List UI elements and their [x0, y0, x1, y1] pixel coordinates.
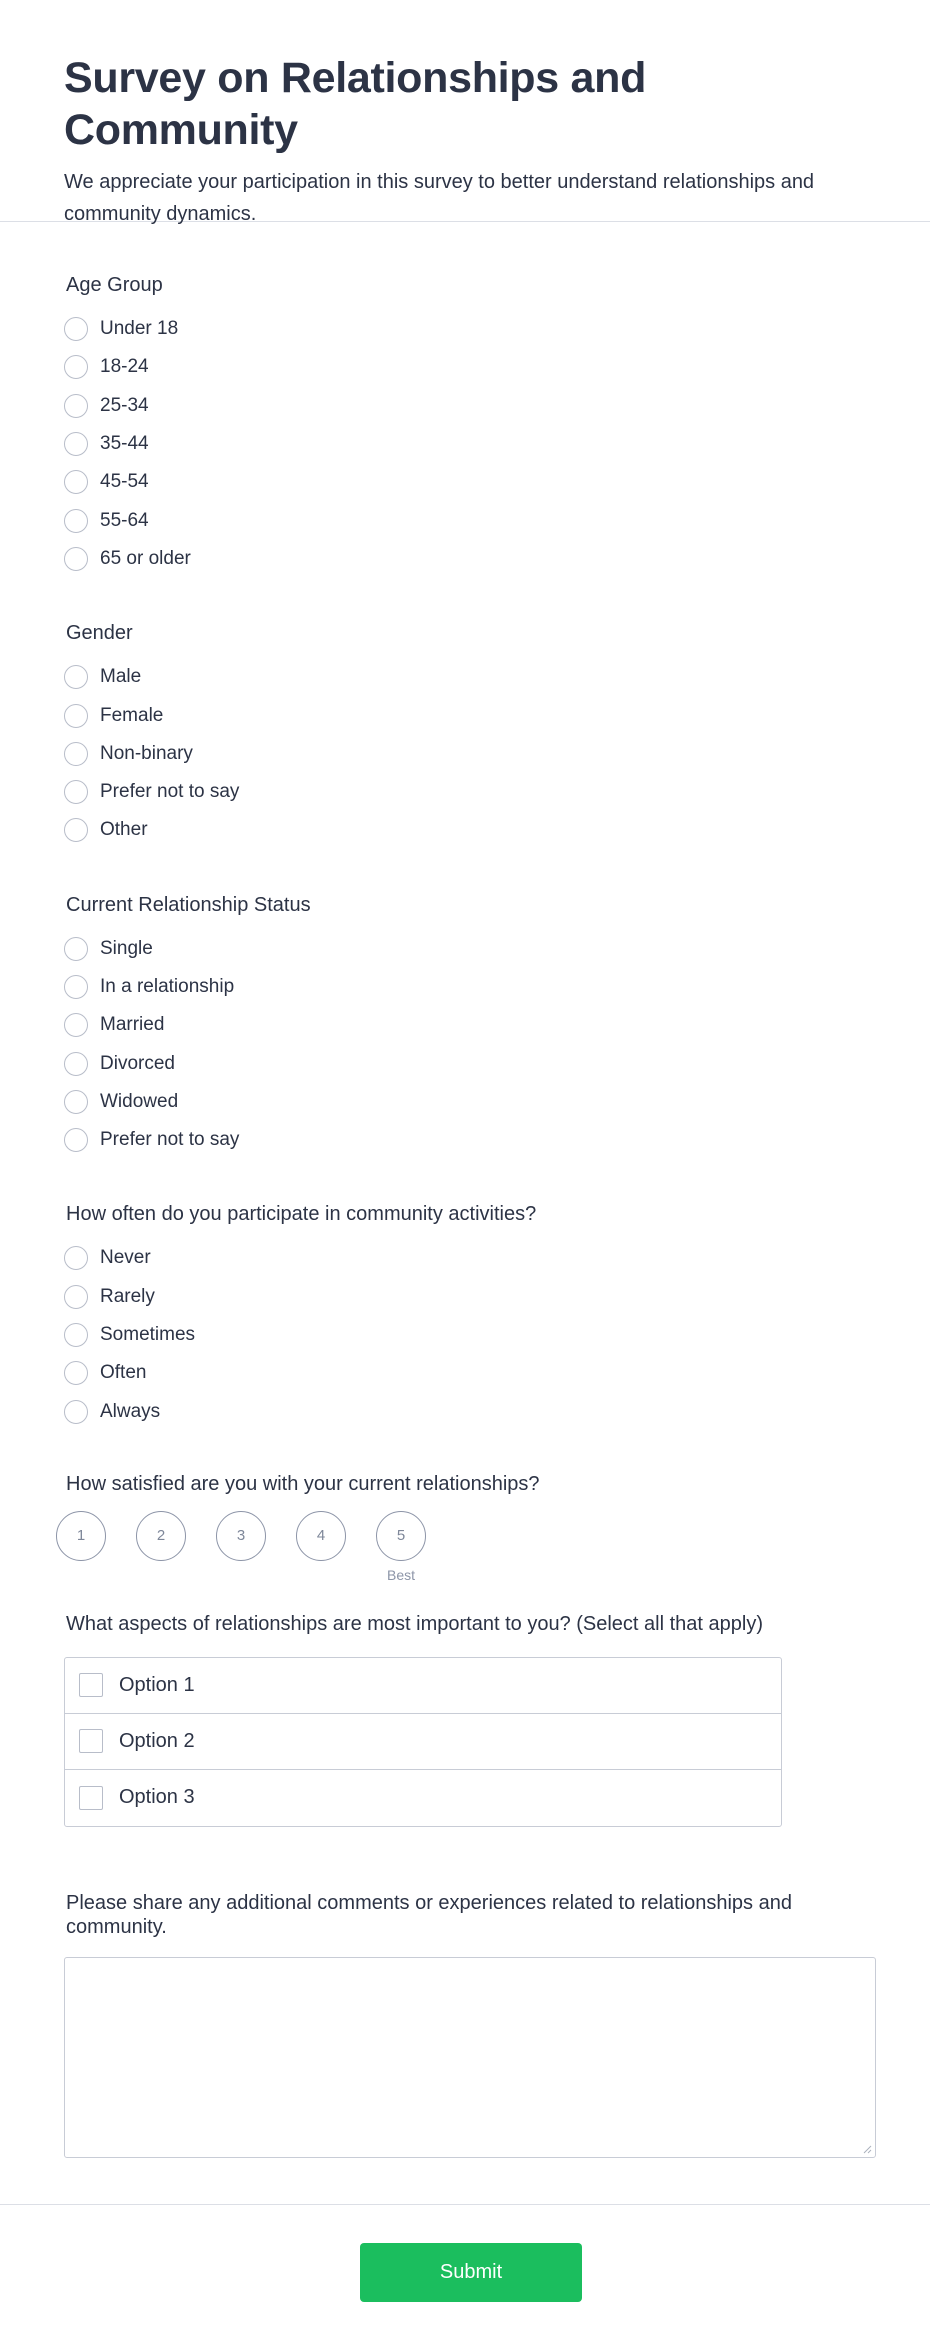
checkbox-option-2[interactable] [65, 1714, 781, 1770]
rating-scale [56, 1511, 930, 1583]
radio-button[interactable] [64, 1052, 88, 1076]
checkbox-table [64, 1657, 782, 1827]
radio-button[interactable] [64, 1013, 88, 1037]
radio-option-18-24[interactable] [64, 348, 930, 386]
page-subtitle: We appreciate your participation in this survey to better understand relationships and community dynamics. [64, 171, 815, 225]
radio-option-rarely[interactable] [64, 1278, 930, 1316]
checkbox[interactable] [79, 1729, 103, 1753]
radio-label: Other [100, 819, 148, 841]
question-label: What aspects of relationships are most important to you? (Select all that apply) [66, 1612, 764, 1635]
checkbox[interactable] [79, 1786, 103, 1810]
radio-button[interactable] [64, 1323, 88, 1347]
radio-label: Divorced [100, 1052, 175, 1074]
radio-label: Often [100, 1362, 147, 1384]
question-label: How often do you participate in community activities? [66, 1203, 537, 1226]
radio-label: 35-44 [100, 433, 149, 455]
radio-option-prefer-not-to-say[interactable] [64, 773, 930, 811]
radio-label: Female [100, 704, 164, 726]
radio-button[interactable] [64, 1128, 88, 1152]
radio-group-gender [64, 658, 930, 849]
radio-label: Prefer not to say [100, 1129, 240, 1151]
question-gender [64, 620, 930, 849]
radio-group-relationship [64, 930, 930, 1160]
checkbox[interactable] [79, 1673, 103, 1697]
comments-textarea[interactable] [64, 1957, 876, 2158]
radio-label: 25-34 [100, 394, 149, 416]
rating-option-4[interactable]: 4 [296, 1511, 346, 1561]
radio-label: 45-54 [100, 471, 149, 493]
checkbox-label: Option 2 [119, 1729, 195, 1752]
page-title: Survey on Relationships and Community [64, 54, 647, 154]
radio-label: Single [100, 937, 153, 959]
radio-label: Always [100, 1400, 161, 1422]
radio-label: Non-binary [100, 742, 193, 764]
radio-option-often[interactable] [64, 1354, 930, 1392]
question-comments [64, 1891, 930, 2158]
rating-option-5[interactable]: 5 [376, 1511, 426, 1561]
form-header [0, 0, 930, 225]
radio-label: Never [100, 1247, 151, 1269]
question-label: Age Group [66, 274, 163, 296]
radio-option-sometimes[interactable] [64, 1316, 930, 1354]
radio-label: Rarely [100, 1285, 155, 1307]
radio-button[interactable] [64, 1400, 88, 1424]
radio-option-under-18[interactable] [64, 310, 930, 348]
radio-label: In a relationship [100, 976, 235, 997]
radio-button[interactable] [64, 470, 88, 494]
radio-option-widowed[interactable] [64, 1083, 930, 1121]
rating-best-label: Best [386, 1566, 415, 1583]
radio-label: Prefer not to say [100, 781, 240, 803]
radio-button[interactable] [64, 1246, 88, 1270]
radio-option-divorced[interactable] [64, 1044, 930, 1082]
checkbox-label: Option 3 [119, 1786, 195, 1809]
radio-option-in-a-relationship[interactable] [64, 968, 930, 1006]
radio-label: Widowed [100, 1090, 179, 1112]
radio-label: 65 or older [100, 547, 191, 569]
radio-button[interactable] [64, 742, 88, 766]
checkbox-option-1[interactable] [65, 1658, 781, 1714]
radio-button[interactable] [64, 432, 88, 456]
radio-label: 18-24 [100, 356, 149, 378]
radio-button[interactable] [64, 780, 88, 804]
radio-button[interactable] [64, 1285, 88, 1309]
radio-option-prefer-not-to-say[interactable] [64, 1121, 930, 1159]
radio-label: Married [100, 1014, 165, 1036]
radio-option-non-binary[interactable] [64, 735, 930, 773]
radio-button[interactable] [64, 355, 88, 379]
radio-option-always[interactable] [64, 1393, 930, 1431]
question-satisfaction [64, 1471, 930, 1583]
radio-option-female[interactable] [64, 696, 930, 734]
radio-button[interactable] [64, 937, 88, 961]
radio-button[interactable] [64, 1361, 88, 1385]
resize-handle-icon[interactable] [862, 2144, 872, 2154]
radio-button[interactable] [64, 317, 88, 341]
radio-label: Sometimes [100, 1324, 196, 1346]
radio-option-25-34[interactable] [64, 387, 930, 425]
radio-button[interactable] [64, 704, 88, 728]
radio-option-55-64[interactable] [64, 501, 930, 539]
question-community-participation [64, 1201, 930, 1430]
radio-label: Under 18 [100, 318, 179, 340]
checkbox-option-3[interactable] [65, 1770, 781, 1826]
radio-group-community [64, 1239, 930, 1430]
rating-option-3[interactable]: 3 [216, 1511, 266, 1561]
rating-option-2[interactable]: 2 [136, 1511, 186, 1561]
radio-option-male[interactable] [64, 658, 930, 696]
question-label: Gender [66, 622, 133, 645]
radio-option-married[interactable] [64, 1006, 930, 1044]
radio-option-65-or-older[interactable] [64, 540, 930, 578]
radio-button[interactable] [64, 509, 88, 533]
survey-form [0, 272, 930, 2158]
radio-option-other[interactable] [64, 811, 930, 849]
radio-label: 55-64 [100, 509, 149, 531]
question-label: How satisfied are you with your current relationships? [66, 1472, 540, 1495]
radio-button[interactable] [64, 1090, 88, 1114]
question-label: Please share any additional comments or experiences related to relationships and community. [66, 1891, 792, 1938]
radio-option-never[interactable] [64, 1239, 930, 1277]
radio-label: Male [100, 666, 142, 688]
question-age-group [64, 272, 930, 578]
checkbox-label: Option 1 [119, 1673, 195, 1696]
radio-option-single[interactable] [64, 930, 930, 968]
radio-group-age [64, 310, 930, 578]
form-footer [0, 2204, 930, 2347]
radio-button[interactable] [64, 547, 88, 571]
submit-button[interactable]: Submit [360, 2243, 582, 2302]
radio-button[interactable] [64, 818, 88, 842]
question-important-aspects [64, 1611, 930, 1827]
question-label: Current Relationship Status [66, 893, 311, 916]
radio-option-35-44[interactable] [64, 425, 930, 463]
radio-button[interactable] [64, 394, 88, 418]
rating-option-1[interactable]: 1 [56, 1511, 106, 1561]
question-relationship-status [64, 892, 930, 1160]
radio-option-45-54[interactable] [64, 463, 930, 501]
radio-button[interactable] [64, 975, 88, 999]
radio-button[interactable] [64, 665, 88, 689]
